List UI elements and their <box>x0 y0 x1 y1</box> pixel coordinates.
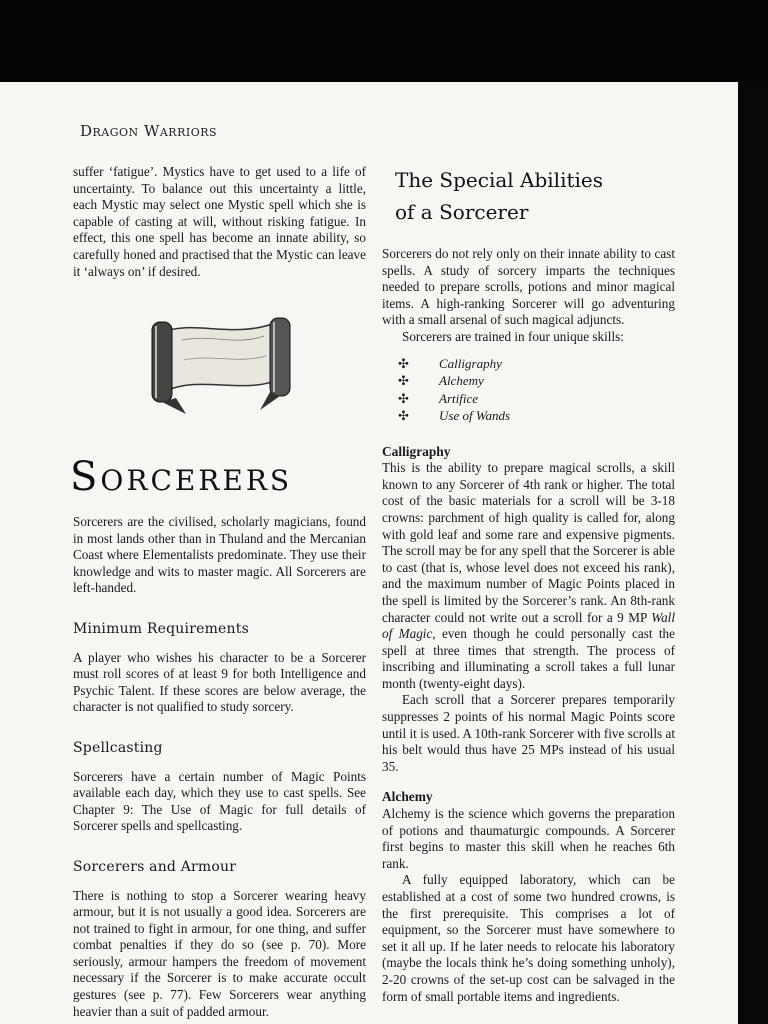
bullet-icon: ✣ <box>398 390 409 406</box>
chapter-title: Sorcerers <box>70 454 293 500</box>
special-abilities-title-line2: of a Sorcerer <box>395 200 529 224</box>
left-body <box>73 514 366 1020</box>
list-item: ✣ Alchemy <box>398 373 484 389</box>
special-abilities-paragraph: Sorcerers do not rely only on their innate ability to cast spells. A study of sorcery imparts the techniques needed to prepare scrolls, potions and minor magical items. A high-ranking Sorcerer will go adventuring with a small arsenal of such magical adjuncts. <box>382 246 675 328</box>
list-item: ✣ Use of Wands <box>398 408 511 424</box>
heading-sorcerers-and-armour: Sorcerers and Armour <box>73 858 237 875</box>
heading-spellcasting: Spellcasting <box>73 739 163 756</box>
minimum-requirements-paragraph: A player who wishes his character to be a Sorcerer must roll scores of at least 9 for both Intelligence and Psychic Talent. If these scores are below average, the character is not qualified to study sorcery. <box>73 649 366 715</box>
bullet-icon: ✣ <box>398 408 409 424</box>
alchemy-paragraph-2: A fully equipped laboratory, which can be established at a cost of some two hundred crowns, is the first prerequisite. This comprises a lot of equipment, so the Sorcerer must have somewhere to set it all up. If he later needs to relocate his laboratory (maybe the locals think he’s doing something unholy), 2-20 crowns of the set-up cost can be salvaged in the form of small portable items and ingredients. <box>382 872 675 1004</box>
sorcerers-intro-paragraph: Sorcerers are the civilised, scholarly magicians, found in most lands other than in Thuland and the Mercanian Coast where Elementalists predominate. They use their knowledge and wits to master magic. All Sorcerers are left-handed. <box>73 514 366 596</box>
list-item: ✣ Artifice <box>398 390 478 406</box>
special-abilities-title-line1: The Special Abilities <box>395 168 603 192</box>
scanner-top-border <box>0 0 768 82</box>
heading-calligraphy: Calligraphy <box>382 443 451 459</box>
right-body <box>382 246 675 1005</box>
spellcasting-paragraph: Sorcerers have a certain number of Magic Points available each day, which they use to cast spells. See Chapter 9: The Use of Magic for full details of Sorcerer spells and spellcasting. <box>73 768 366 834</box>
bullet-icon: ✣ <box>398 355 409 371</box>
book-page <box>0 82 738 1024</box>
heading-alchemy: Alchemy <box>382 789 433 805</box>
scanner-right-border <box>738 82 768 1024</box>
intro-paragraph: suffer ‘fatigue’. Mystics have to get used to a life of uncertainty. To balance out this uncertainty a little, each Mystic may select one Mystic spell which she is capable of casting at will, without risking fatigue. In effect, this one spell has become an innate ability, so carefully honed and practised that the Mystic can leave it ‘always on’ if desired. <box>73 164 366 279</box>
list-item: ✣ Calligraphy <box>398 355 502 371</box>
calligraphy-paragraph: This is the ability to prepare magical scrolls, a skill known to any Sorcerer of 4th rank or higher. The total cost of the basic materials for a scroll will be 3-18 crowns: parchment of high quality is called for, along with gold leaf and some rare and expensive pigments. The scroll may be for any spell that the Sorcerer is able to cast (that is, whose level does not exceed his rank), and the maximum number of Magic Points placed in the spell is limited by the Sorcerer’s rank. An 8th-rank character could not write out a scroll for a 9 MP Wall of Magic, even though he could personally cast the spell at three times that strength. The process of inscribing and illuminating a scroll takes a full lunar month (twenty-eight days). <box>382 460 675 691</box>
heading-minimum-requirements: Minimum Requirements <box>73 620 249 637</box>
alchemy-paragraph: Alchemy is the science which governs the preparation of potions and thaumaturgic compounds. A Sorcerer first begins to master this skill when he reaches 6th rank. <box>382 806 675 871</box>
running-head: Dragon Warriors <box>80 122 218 140</box>
calligraphy-paragraph-2: Each scroll that a Sorcerer prepares temporarily suppresses 2 points of his normal Magic Points score until it is used. A 10th-rank Sorcerer with five scrolls at his belt would thus have 25 MPs instead of his usual 35. <box>382 692 675 774</box>
skills-intro: Sorcerers are trained in four unique skills: <box>402 328 624 344</box>
bullet-icon: ✣ <box>398 373 409 389</box>
scroll-illustration <box>142 310 302 420</box>
skills-list <box>382 356 675 426</box>
intro-paragraph-block <box>73 164 366 280</box>
armour-paragraph: There is nothing to stop a Sorcerer wearing heavy armour, but it is not usually a good idea. Sorcerers are not trained to fight in armour, for one thing, and suffer combat penalties if they do so (see p. 70). More seriously, armour hampers the freedom of movement necessary if the Sorcerer is to make accurate occult gestures (see p. 77). Few Sorcerers wear anything heavier than a suit of padded armour. <box>73 887 366 1019</box>
